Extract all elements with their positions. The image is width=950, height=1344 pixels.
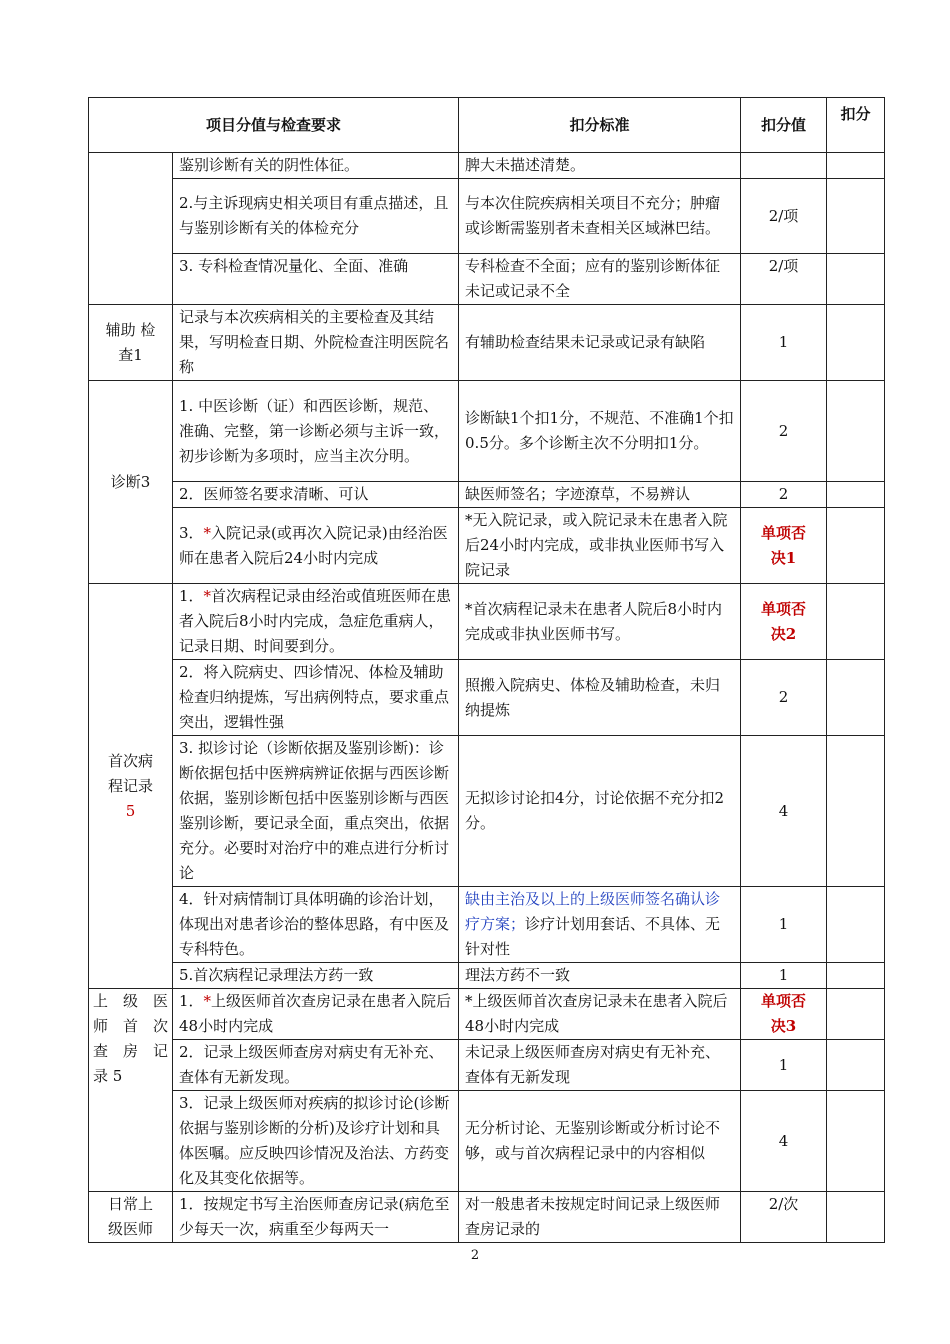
- requirement-cell: 2.与主诉现病史相关项目有重点描述，且与鉴别诊断有关的体检充分: [173, 179, 459, 254]
- requirement-cell: 1. 中医诊断（证）和西医诊断，规范、准确、完整，第一诊断必须与主诉一致，初步诊断为多项时，应当主次分明。: [173, 381, 459, 482]
- table-row: [89, 989, 885, 1040]
- veto-line: 单项否: [761, 523, 807, 542]
- table-row: [89, 1040, 885, 1091]
- category-score: 5: [125, 801, 136, 820]
- deduction-cell: [827, 153, 885, 179]
- category-line: 师 首 次: [93, 1017, 168, 1035]
- standard-cell: *首次病程记录未在患者人院后8小时内完成或非执业医师书写。: [459, 584, 741, 660]
- value-cell: 1: [741, 305, 827, 381]
- category-senior-round: [89, 989, 173, 1192]
- item-number: 1．: [179, 992, 204, 1010]
- requirement-text: 入院记录(或再次入院记录)由经治医师在患者入院后24小时内完成: [179, 523, 448, 567]
- standard-cell: 理法方药不一致: [459, 963, 741, 989]
- deduction-cell: [827, 584, 885, 660]
- category-line: 日常上: [107, 1195, 153, 1213]
- requirement-cell: 2．医师签名要求清晰、可认: [173, 482, 459, 508]
- veto-cell: [741, 989, 827, 1040]
- requirement-cell: 鉴别诊断有关的阴性体征。: [173, 153, 459, 179]
- standard-cell: [459, 254, 741, 305]
- standard-cell: 缺医师签名；字迹潦草，不易辨认: [459, 482, 741, 508]
- table-row: [89, 736, 885, 887]
- category-line: 上 级 医: [93, 992, 168, 1010]
- table-row: [89, 963, 885, 989]
- category-line: 查 房 记: [93, 1042, 168, 1060]
- standard-cell: 与本次住院疾病相关项目不充分；肿瘤或诊断需鉴别者未查相关区域淋巴结。: [459, 179, 741, 254]
- requirement-cell: [173, 508, 459, 584]
- requirement-cell: 4．针对病情制订具体明确的诊治计划，体现出对患者诊治的整体思路，有中医及专科特色。: [173, 887, 459, 963]
- deduction-cell: [827, 1091, 885, 1192]
- inspection-table: [88, 97, 885, 1243]
- value-cell: 1: [741, 963, 827, 989]
- deduction-cell: [827, 1192, 885, 1243]
- veto-cell: [741, 584, 827, 660]
- requirement-cell: [173, 584, 459, 660]
- category-line: 级医师: [107, 1220, 153, 1238]
- header-requirements: 项目分值与检查要求: [89, 98, 459, 153]
- deduction-cell: [827, 887, 885, 963]
- item-number: 3．: [179, 523, 204, 542]
- standard-cell: 诊断缺1个扣1分，不规范、不准确1个扣0.5分。多个诊断主次不分明扣1分。: [459, 381, 741, 482]
- table-row: [89, 381, 885, 482]
- requirement-cell: 3. 拟诊讨论（诊断依据及鉴别诊断)：诊断依据包括中医辨病辨证依据与西医诊断依据，鉴别诊断包括中医鉴别诊断与西医鉴别诊断，要记录全面，重点突出，依据充分。必要时对治疗中的难点进行分析讨论: [173, 736, 459, 887]
- requirement-cell: 1．按规定书写主治医师查房记录(病危至少每天一次，病重至少每两天一: [173, 1192, 459, 1243]
- standard-cell: 无拟诊讨论扣4分，讨论依据不充分扣2分。: [459, 736, 741, 887]
- category-cell: [89, 153, 173, 305]
- veto-line: 单项否: [761, 599, 807, 618]
- value-cell: 1: [741, 887, 827, 963]
- table-row: [89, 508, 885, 584]
- category-line: 程记录: [107, 776, 153, 795]
- category-line: 查1: [118, 345, 143, 364]
- category-line: 录 5: [93, 1067, 123, 1085]
- deduction-cell: [827, 989, 885, 1040]
- deduction-cell: [827, 508, 885, 584]
- item-number: 1．: [179, 587, 204, 605]
- table-row: [89, 1091, 885, 1192]
- table-row: [89, 660, 885, 736]
- page-number: 2: [470, 1248, 480, 1263]
- requirement-cell: 5.首次病程记录理法方药一致: [173, 963, 459, 989]
- requirement-cell: 3．记录上级医师对疾病的拟诊讨论(诊断依据与鉴别诊断的分析)及诊疗计划和具体医嘱。应反映四诊情况及治法、方药变化及其变化依据等。: [173, 1091, 459, 1192]
- value-cell: 4: [741, 1091, 827, 1192]
- veto-line: 单项否: [761, 992, 807, 1010]
- veto-cell: [741, 508, 827, 584]
- category-auxiliary: [89, 305, 173, 381]
- standard-cell: *上级医师首次查房记录未在患者入院后48小时内完成: [459, 989, 741, 1040]
- standard-highlight: 缺由主治及以上的上级医师签名确认诊疗方案；: [465, 890, 721, 933]
- category-line: 辅助 检: [105, 320, 156, 339]
- requirement-cell: 2．记录上级医师查房对病史有无补充、查体有无新发现。: [173, 1040, 459, 1091]
- standard-text: 诊疗计划用套话、不具体、无针对性: [465, 915, 721, 958]
- table-row: [89, 1192, 885, 1243]
- mandatory-star: *: [203, 523, 212, 542]
- table-header-row: [89, 98, 885, 153]
- value-cell: 2: [741, 482, 827, 508]
- deduction-cell: [827, 736, 885, 887]
- standard-cell: *无入院记录，或入院记录未在患者入院后24小时内完成，或非执业医师书写入院记录: [459, 508, 741, 584]
- category-daily-round: [89, 1192, 173, 1243]
- standard-cell: [459, 887, 741, 963]
- value-cell: 2/项: [741, 179, 827, 254]
- table-row: [89, 153, 885, 179]
- deduction-cell: [827, 482, 885, 508]
- veto-line: 决1: [770, 548, 797, 567]
- requirement-cell: 2．将入院病史、四诊情况、体检及辅助检查归纳提炼，写出病例特点，要求重点突出，逻辑性强: [173, 660, 459, 736]
- value-cell: 2: [741, 660, 827, 736]
- table-row: [89, 887, 885, 963]
- deduction-cell: [827, 254, 885, 305]
- value-cell: 4: [741, 736, 827, 887]
- value-cell: [741, 153, 827, 179]
- standard-text: 专科检查不全面；应有的鉴别诊断体征未记或记录不全: [465, 257, 721, 300]
- header-standard: 扣分标准: [459, 98, 741, 153]
- table-row: [89, 482, 885, 508]
- standard-cell: 照搬入院病史、体检及辅助检查，未归纳提炼: [459, 660, 741, 736]
- table-row: [89, 584, 885, 660]
- header-value: 扣分值: [741, 98, 827, 153]
- standard-cell: 对一般患者未按规定时间记录上级医师查房记录的: [459, 1192, 741, 1243]
- requirement-text: 首次病程记录由经治或值班医师在患者入院后8小时内完成，急症危重病人，记录日期、时间要到分。: [179, 587, 452, 655]
- deduction-cell: [827, 381, 885, 482]
- deduction-cell: [827, 1040, 885, 1091]
- standard-cell: 有辅助检查结果未记录或记录有缺陷: [459, 305, 741, 381]
- table-row: [89, 305, 885, 381]
- value-cell: 1: [741, 1040, 827, 1091]
- requirement-text: 上级医师首次查房记录在患者入院后48小时内完成: [179, 992, 452, 1035]
- requirement-cell: 3. 专科检查情况量化、全面、准确: [173, 254, 459, 305]
- value-cell: 2: [741, 381, 827, 482]
- deduction-cell: [827, 963, 885, 989]
- value-cell: 2/项: [741, 254, 827, 305]
- veto-line: 决2: [770, 624, 797, 643]
- mandatory-star: *: [203, 992, 212, 1010]
- table-row: [89, 254, 885, 305]
- standard-cell: 无分析讨论、无鉴别诊断或分析讨论不够，或与首次病程记录中的内容相似: [459, 1091, 741, 1192]
- category-diagnosis: 诊断3: [89, 381, 173, 584]
- table-row: [89, 179, 885, 254]
- standard-cell: 未记录上级医师查房对病史有无补充、查体有无新发现: [459, 1040, 741, 1091]
- standard-cell: 脾大未描述清楚。: [459, 153, 741, 179]
- category-line: 首次病: [107, 751, 153, 770]
- mandatory-star: *: [203, 587, 212, 605]
- category-first-record: [89, 584, 173, 989]
- header-deduction: 扣分: [827, 98, 885, 153]
- requirement-cell: 记录与本次疾病相关的主要检查及其结果，写明检查日期、外院检查注明医院名称: [173, 305, 459, 381]
- requirement-cell: [173, 989, 459, 1040]
- veto-line: 决3: [770, 1017, 797, 1035]
- deduction-cell: [827, 179, 885, 254]
- deduction-cell: [827, 660, 885, 736]
- value-cell: 2/次: [741, 1192, 827, 1243]
- deduction-cell: [827, 305, 885, 381]
